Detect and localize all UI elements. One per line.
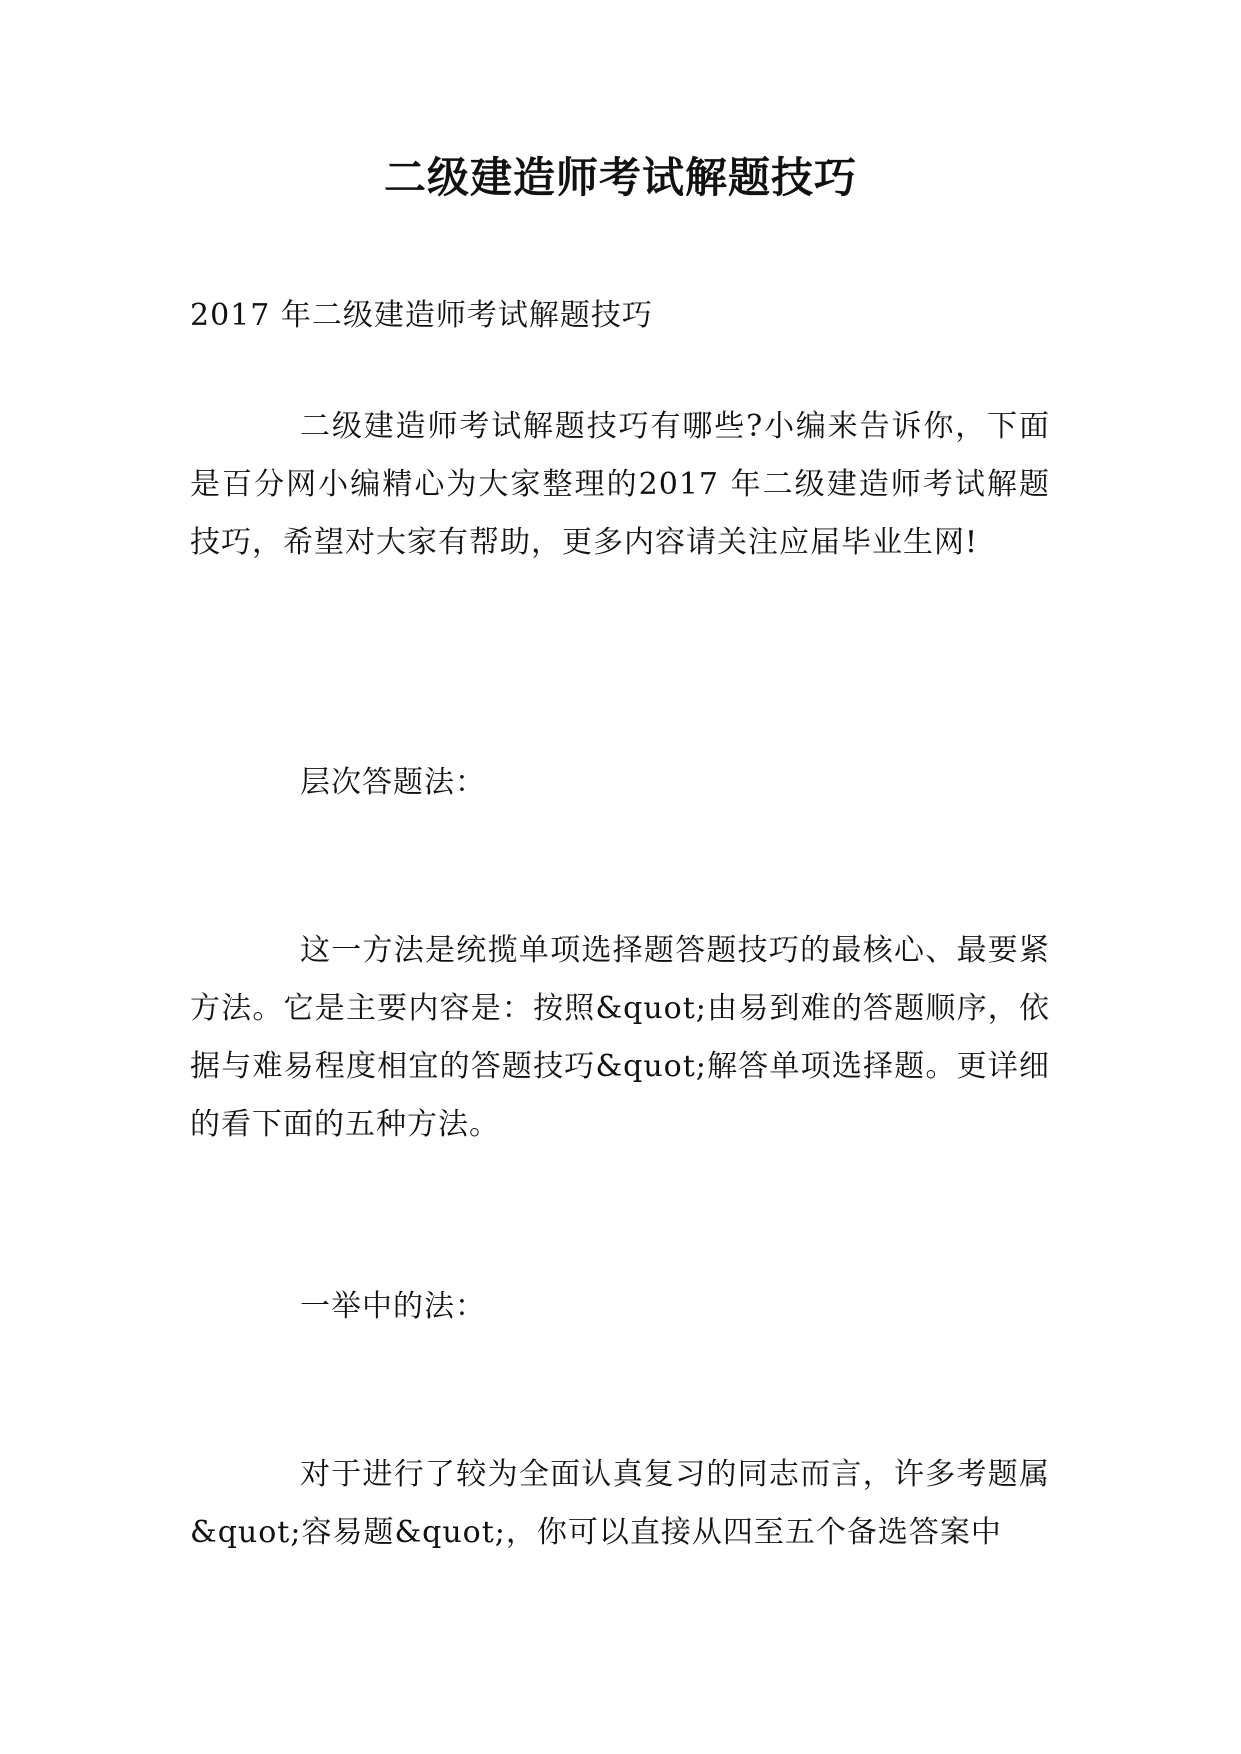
section-heading-direct-hit-method: 一举中的法： xyxy=(300,1289,486,1324)
section-body-direct-hit-method: 对于进行了较为全面认真复习的同志而言，许多考题属&quot;容易题&quot;，你可以直接从四至五个备选答案中 xyxy=(190,1457,1050,1550)
document-subtitle: 2017 年二级建造师考试解题技巧 xyxy=(190,298,653,333)
document-title: 二级建造师考试解题技巧 xyxy=(383,153,857,202)
section-heading-layered-method: 层次答题法： xyxy=(300,765,486,800)
section-body-layered-method: 这一方法是统揽单项选择题答题技巧的最核心、最要紧方法。它是主要内容是：按照&quot;由易到难的答题顺序，依据与难易程度相宜的答题技巧&quot;解答单项选择题。更详细的看下面的五种方法。 xyxy=(190,933,1050,1142)
intro-paragraph: 二级建造师考试解题技巧有哪些?小编来告诉你，下面是百分网小编精心为大家整理的2017 年二级建造师考试解题技巧，希望对大家有帮助，更多内容请关注应届毕业生网! xyxy=(190,409,1050,560)
